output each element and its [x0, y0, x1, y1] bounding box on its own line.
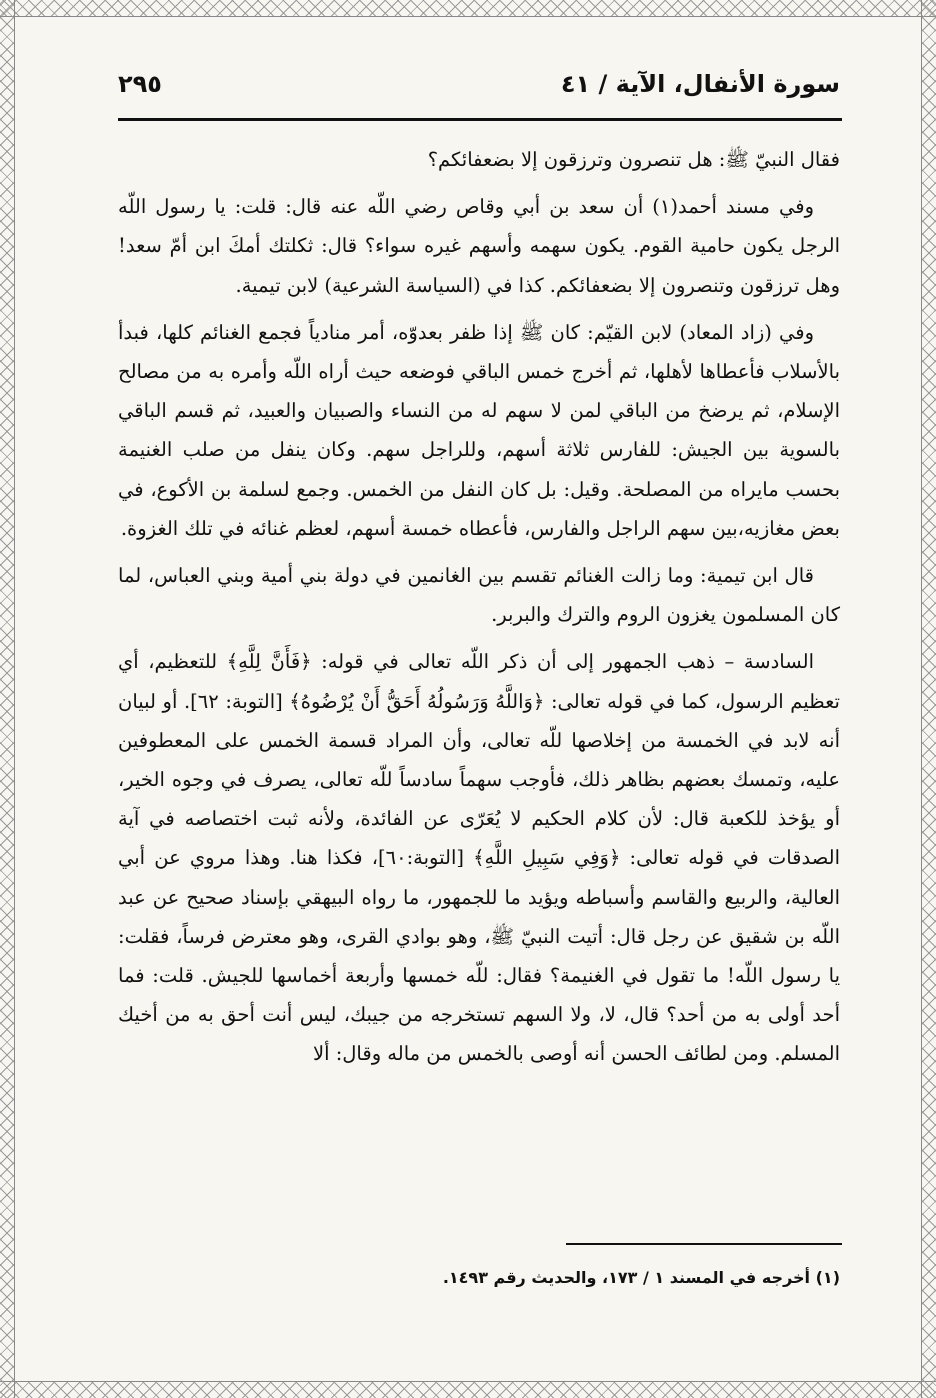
- decorative-border-left: [0, 0, 15, 1398]
- main-text: [118, 140, 840, 1082]
- page-header: [118, 70, 840, 110]
- surah-title: سورة الأنفال، الآية / ٤١: [560, 70, 840, 98]
- decorative-border-bottom: [0, 1381, 936, 1398]
- paragraph: فقال النبيّ ﷺ: هل تنصرون وترزقون إلا بضعفائكم؟: [427, 148, 840, 171]
- paragraph: وفي مسند أحمد(١) أن سعد بن أبي وقاص رضي اللّه عنه قال: قلت: يا رسول اللّه الرجل يكون حامية القوم. يكون سهمه وأسهم غيره سواء؟ قال: ثكلتك أمكَ ابن أمّ سعد! وهل ترزقون وتنصرون إلا بضعفائكم. كذا في (السياسة الشرعية) لابن تيمية.: [118, 195, 840, 297]
- paragraph: قال ابن تيمية: وما زالت الغنائم تقسم بين الغانمين في دولة بني أمية وبني العباس، لما كان المسلمون يغزون الروم والترك والبربر.: [118, 564, 840, 627]
- paragraph: السادسة – ذهب الجمهور إلى أن ذكر اللّه تعالى في قوله: ﴿فَأَنَّ لِلَّهِ﴾ للتعظيم، أي تعظيم الرسول، كما في قوله تعالى: ﴿وَاللَّهُ وَرَسُولُهُ أَحَقُّ أَنْ يُرْضُوهُ﴾ [التوبة: ٦٢]. أو لبيان أنه لابد في الخمسة من إخلاصها للّه تعالى، وأن المراد قسمة الخمس على المعطوفين عليه، وتمسك بعضهم بظاهر ذلك، فأوجب سهماً سادساً للّه تعالى، يصرف في وجوه الخير، أو يؤخذ للكعبة قال: لأن كلام الحكيم لا يُعَرّى عن الفائدة، ولأنه ثبت اختصاصه في آية الصدقات في قوله تعالى: ﴿وَفِي سَبِيلِ اللَّهِ﴾ [التوبة:٦٠]، فكذا هنا. وهذا مروي عن أبي العالية، والربيع والقاسم وأسباطه ويؤيد ما للجمهور، ما رواه البيهقي بإسناد صحيح عن عبد اللّه بن شقيق عن رجل قال: أتيت النبيّ ﷺ، وهو بوادي القرى، وهو معترض فرساً، فقلت: يا رسول اللّه! ما تقول في الغنيمة؟ فقال: للّه خمسها وأربعة أخماسها للجيش. قلت: فما أحد أولى به من أحد؟ قال، لا، ولا السهم تستخرجه من جيبك، ليس أنت أحق به من أخيك المسلم. ومن لطائف الحسن أنه أوصى بالخمس من ماله وقال: ألا: [118, 650, 840, 1066]
- decorative-border-top: [0, 0, 936, 17]
- decorative-border-right: [921, 0, 936, 1398]
- paragraph: وفي (زاد المعاد) لابن القيّم: كان ﷺ إذا ظفر بعدوّه، أمر منادياً فجمع الغنائم كلها، فبدأ بالأسلاب فأعطاها لأهلها، ثم أخرج خمس الباقي فوضعه حيث أراه اللّه وأمره به من مصالح الإسلام، ثم يرضخ من الباقي لمن لا سهم له من النساء والصبيان والعبيد، ثم قسم الباقي بالسوية بين الجيش: للفارس ثلاثة أسهم، وللراجل سهم. وكان ينفل من صلب الغنيمة بحسب مايراه من المصلحة. وقيل: بل كان النفل من الخمس. وجمع لسلمة بن الأكوع، في بعض مغازيه،بين سهم الراجل والفارس، فأعطاه خمسة أسهم، لعظم غنائه في تلك الغزوة.: [118, 320, 840, 540]
- page-number: ٢٩٥: [118, 70, 162, 98]
- footnote-divider: [566, 1243, 842, 1245]
- header-divider: [118, 118, 842, 121]
- footnote: (١) أخرجه في المسند ١ / ١٧٣، والحديث رقم ١٤٩٣.: [442, 1268, 840, 1287]
